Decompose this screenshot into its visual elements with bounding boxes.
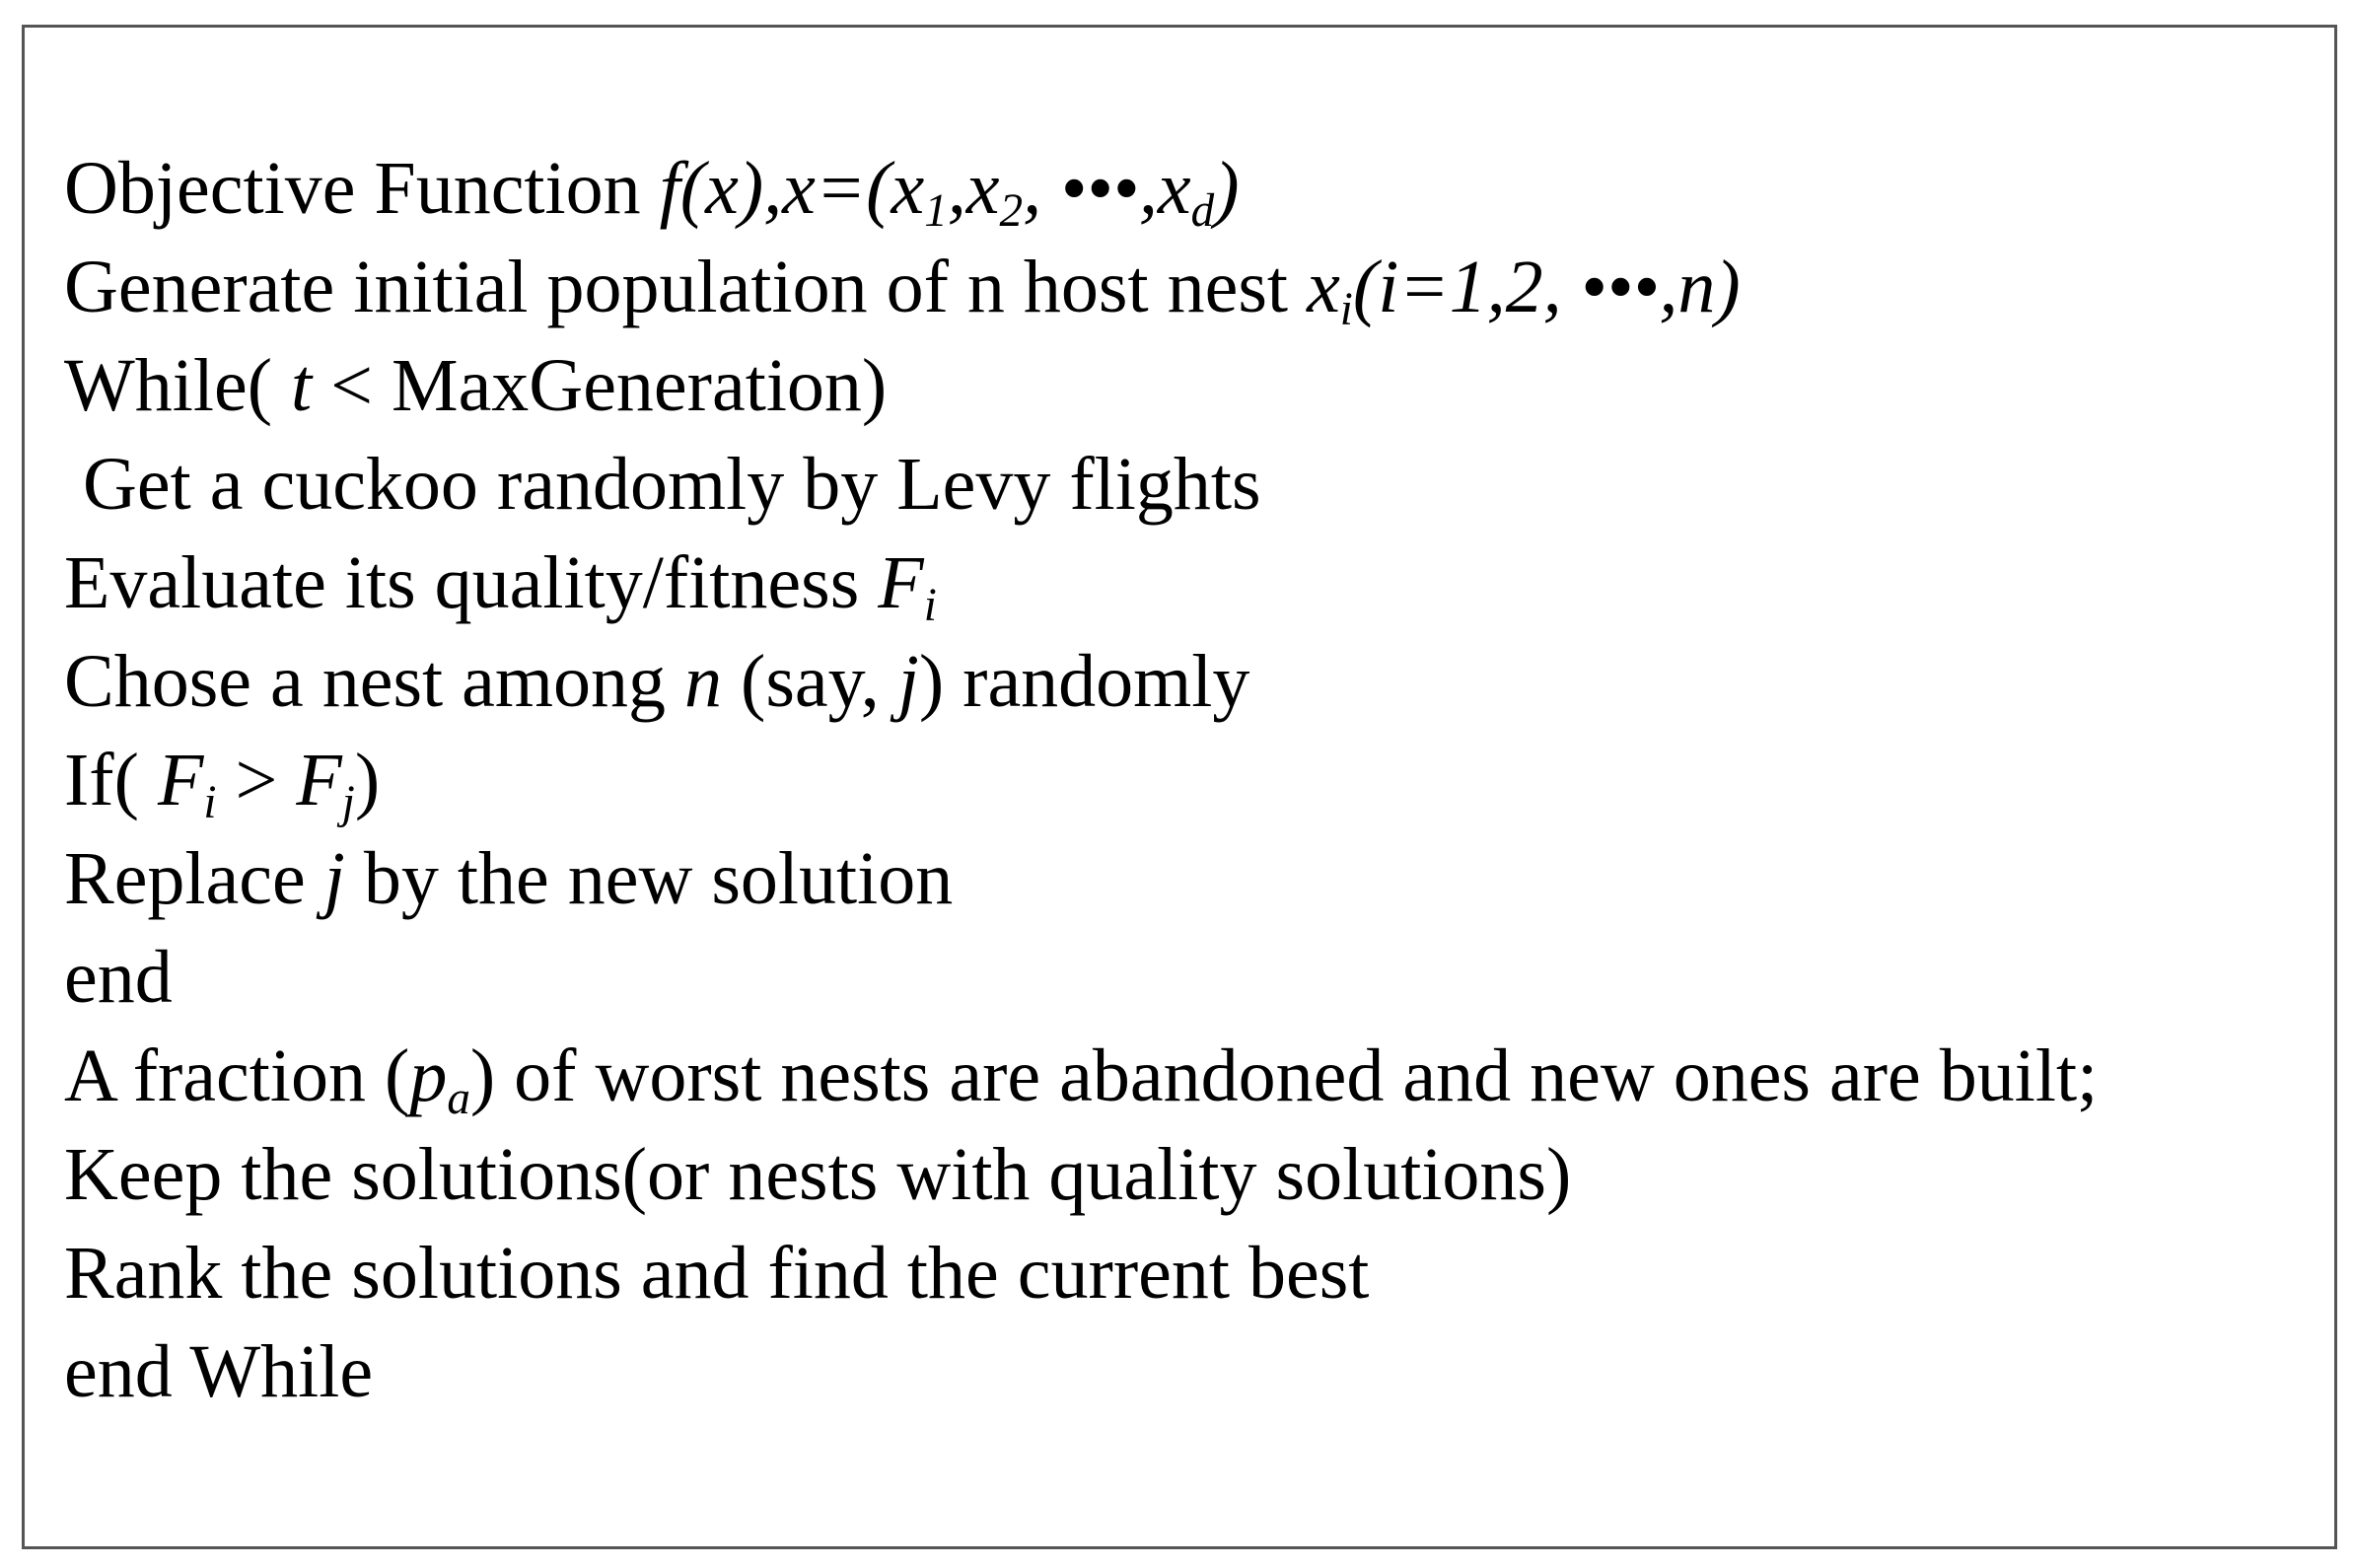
subscript-i: i [923,580,937,632]
line-replace [64,837,954,920]
if-open: If( [64,739,158,821]
var-j: j [897,640,919,723]
if-close: ) [354,739,381,821]
var-p: p [409,1034,448,1117]
say-text: (say, [722,640,898,723]
line-while [64,344,888,427]
line-keep [64,1133,1572,1216]
subscript-a: a [447,1073,470,1125]
formula-part: ,x [947,147,1000,230]
while-condition: < MaxGeneration) [312,344,888,427]
end-while-text: end While [64,1330,374,1413]
subscript-i: i [1339,284,1353,336]
subscript-i: i [203,777,217,829]
randomly-text: ) randomly [918,640,1250,723]
subscript-j: j [341,777,355,829]
var-n: n [684,640,723,723]
subscript-2: 2 [999,185,1024,238]
fraction-text: A fraction ( [64,1034,410,1117]
line-evaluate [64,541,937,632]
line-end-if [64,936,173,1019]
rank-text: Rank the solutions and find the current best [64,1232,1370,1315]
line-objective-function [64,147,1240,238]
line-generate-population [64,246,1741,336]
chose-text: Chose a nest among [64,640,685,723]
new-solution-text: by the new solution [344,837,954,920]
keep-text: Keep the solutions(or nests with quality solutions) [64,1133,1572,1216]
var-x: x [1307,246,1340,328]
evaluate-text: Evaluate its quality/fitness [64,541,879,624]
subscript-1: 1 [924,185,948,238]
end-text: end [64,936,173,1019]
var-j: j [323,837,345,920]
line-end-while [64,1330,374,1413]
while-open: While( [64,344,292,427]
objective-label: Objective Function [64,147,660,230]
objective-formula: f(x),x=(x [659,147,925,230]
formula-part: , •••,x [1023,147,1191,230]
line-fraction [64,1034,2099,1125]
index-range: (i=1,2, •••,n) [1352,246,1741,328]
generate-label: Generate initial population of n host nest [64,246,1308,328]
get-cuckoo-text: Get a cuckoo randomly by Levy flights [64,443,1261,526]
line-chose-nest [64,640,1250,723]
algorithm-frame [22,25,2337,1549]
var-F: F [296,739,342,821]
formula-end: ) [1214,147,1240,230]
var-t: t [291,344,313,427]
replace-text: Replace [64,837,324,920]
subscript-d: d [1190,185,1215,238]
var-F: F [878,541,924,624]
line-rank [64,1232,1370,1315]
abandoned-text: ) of worst nests are abandoned and new ones are built; [469,1034,2099,1117]
var-F: F [157,739,204,821]
greater-than: > [216,739,297,821]
line-if [64,739,381,829]
line-get-cuckoo [64,443,1261,526]
